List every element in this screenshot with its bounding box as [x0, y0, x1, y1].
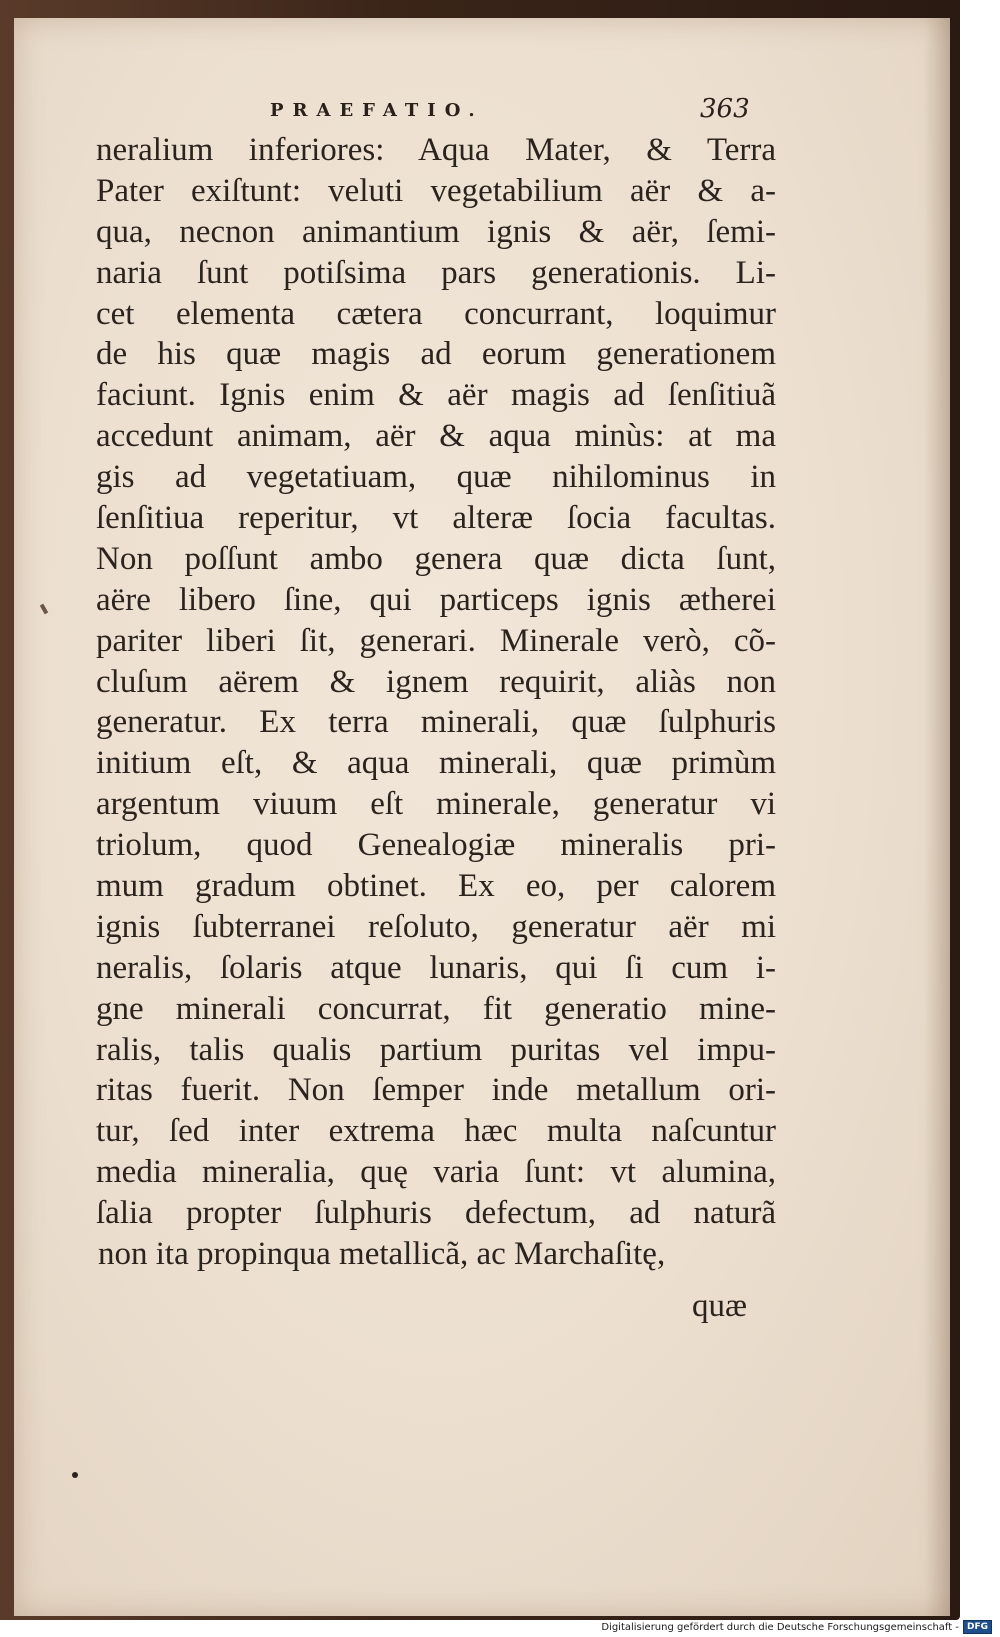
text-line: non ita propinqua metallicã, ac Marchaſitę, — [98, 1236, 666, 1273]
text-line: aëre libero ſine, qui particeps ignis ætherei — [96, 581, 776, 618]
text-line: ſenſitiua reperitur, vt alteræ ſocia facultas. — [96, 500, 776, 537]
text-line: de his quæ magis ad eorum generationem — [96, 336, 776, 373]
text-line: ignis ſubterranei reſoluto, generatur aër mi — [96, 908, 776, 945]
text-line: generatur. Ex terra minerali, quæ ſulphuris — [96, 704, 776, 741]
text-line: triolum, quod Genealogiæ mineralis pri- — [96, 827, 776, 864]
text-line: cet elementa cætera concurrant, loquimur — [96, 295, 776, 332]
text-line: argentum viuum eſt minerale, generatur vi — [96, 786, 776, 823]
text-line: gis ad vegetatiuam, quæ nihilominus in — [96, 459, 776, 496]
page-number: 363 — [700, 94, 750, 124]
text-line: ralis, talis qualis partium puritas vel impu- — [96, 1031, 776, 1068]
text-line: Pater exiſtunt: veluti vegetabilium aër & a- — [96, 172, 776, 209]
text-line: naria ſunt potiſsima pars generationis. Li- — [96, 254, 776, 291]
text-line: pariter liberi ſit, generari. Minerale verò, cõ- — [96, 622, 776, 659]
text-line: faciunt. Ignis enim & aër magis ad ſenſitiuã — [96, 377, 776, 414]
text-line: accedunt animam, aër & aqua minùs: at ma — [96, 418, 776, 455]
text-line: initium eſt, & aqua minerali, quæ primùm — [96, 745, 776, 782]
text-block — [96, 130, 776, 1275]
dfg-logo-icon[interactable]: DFG — [963, 1620, 992, 1634]
text-line: Non poſſunt ambo genera quæ dicta ſunt, — [96, 540, 776, 577]
text-line: qua, necnon animantium ignis & aër, ſemi- — [96, 213, 776, 250]
text-line: media mineralia, quę varia ſunt: vt alumina, — [96, 1154, 776, 1191]
running-head: PRAEFATIO. — [270, 100, 484, 121]
text-line: neralis, ſolaris atque lunaris, qui ſi cum i- — [96, 949, 776, 986]
digitization-footer — [601, 1619, 992, 1635]
catchword: quæ — [692, 1288, 748, 1324]
ink-speck — [72, 1472, 78, 1478]
text-line: ſalia propter ſulphuris defectum, ad naturã — [96, 1195, 776, 1232]
text-line: neralium inferiores: Aqua Mater, & Terra — [96, 132, 776, 168]
text-line: ritas fuerit. Non ſemper inde metallum ori- — [96, 1072, 776, 1109]
text-line: gne minerali concurrat, fit generatio mine- — [96, 990, 776, 1027]
text-line: mum gradum obtinet. Ex eo, per calorem — [96, 868, 776, 905]
page-gutter-shadow — [924, 18, 950, 1616]
text-line: cluſum aërem & ignem requirit, aliàs non — [96, 663, 776, 700]
footer-credit: Digitalisierung gefördert durch die Deutsche Forschungsgemeinschaft - — [601, 1621, 959, 1633]
text-line: tur, ſed inter extrema hæc multa naſcuntur — [96, 1113, 776, 1150]
